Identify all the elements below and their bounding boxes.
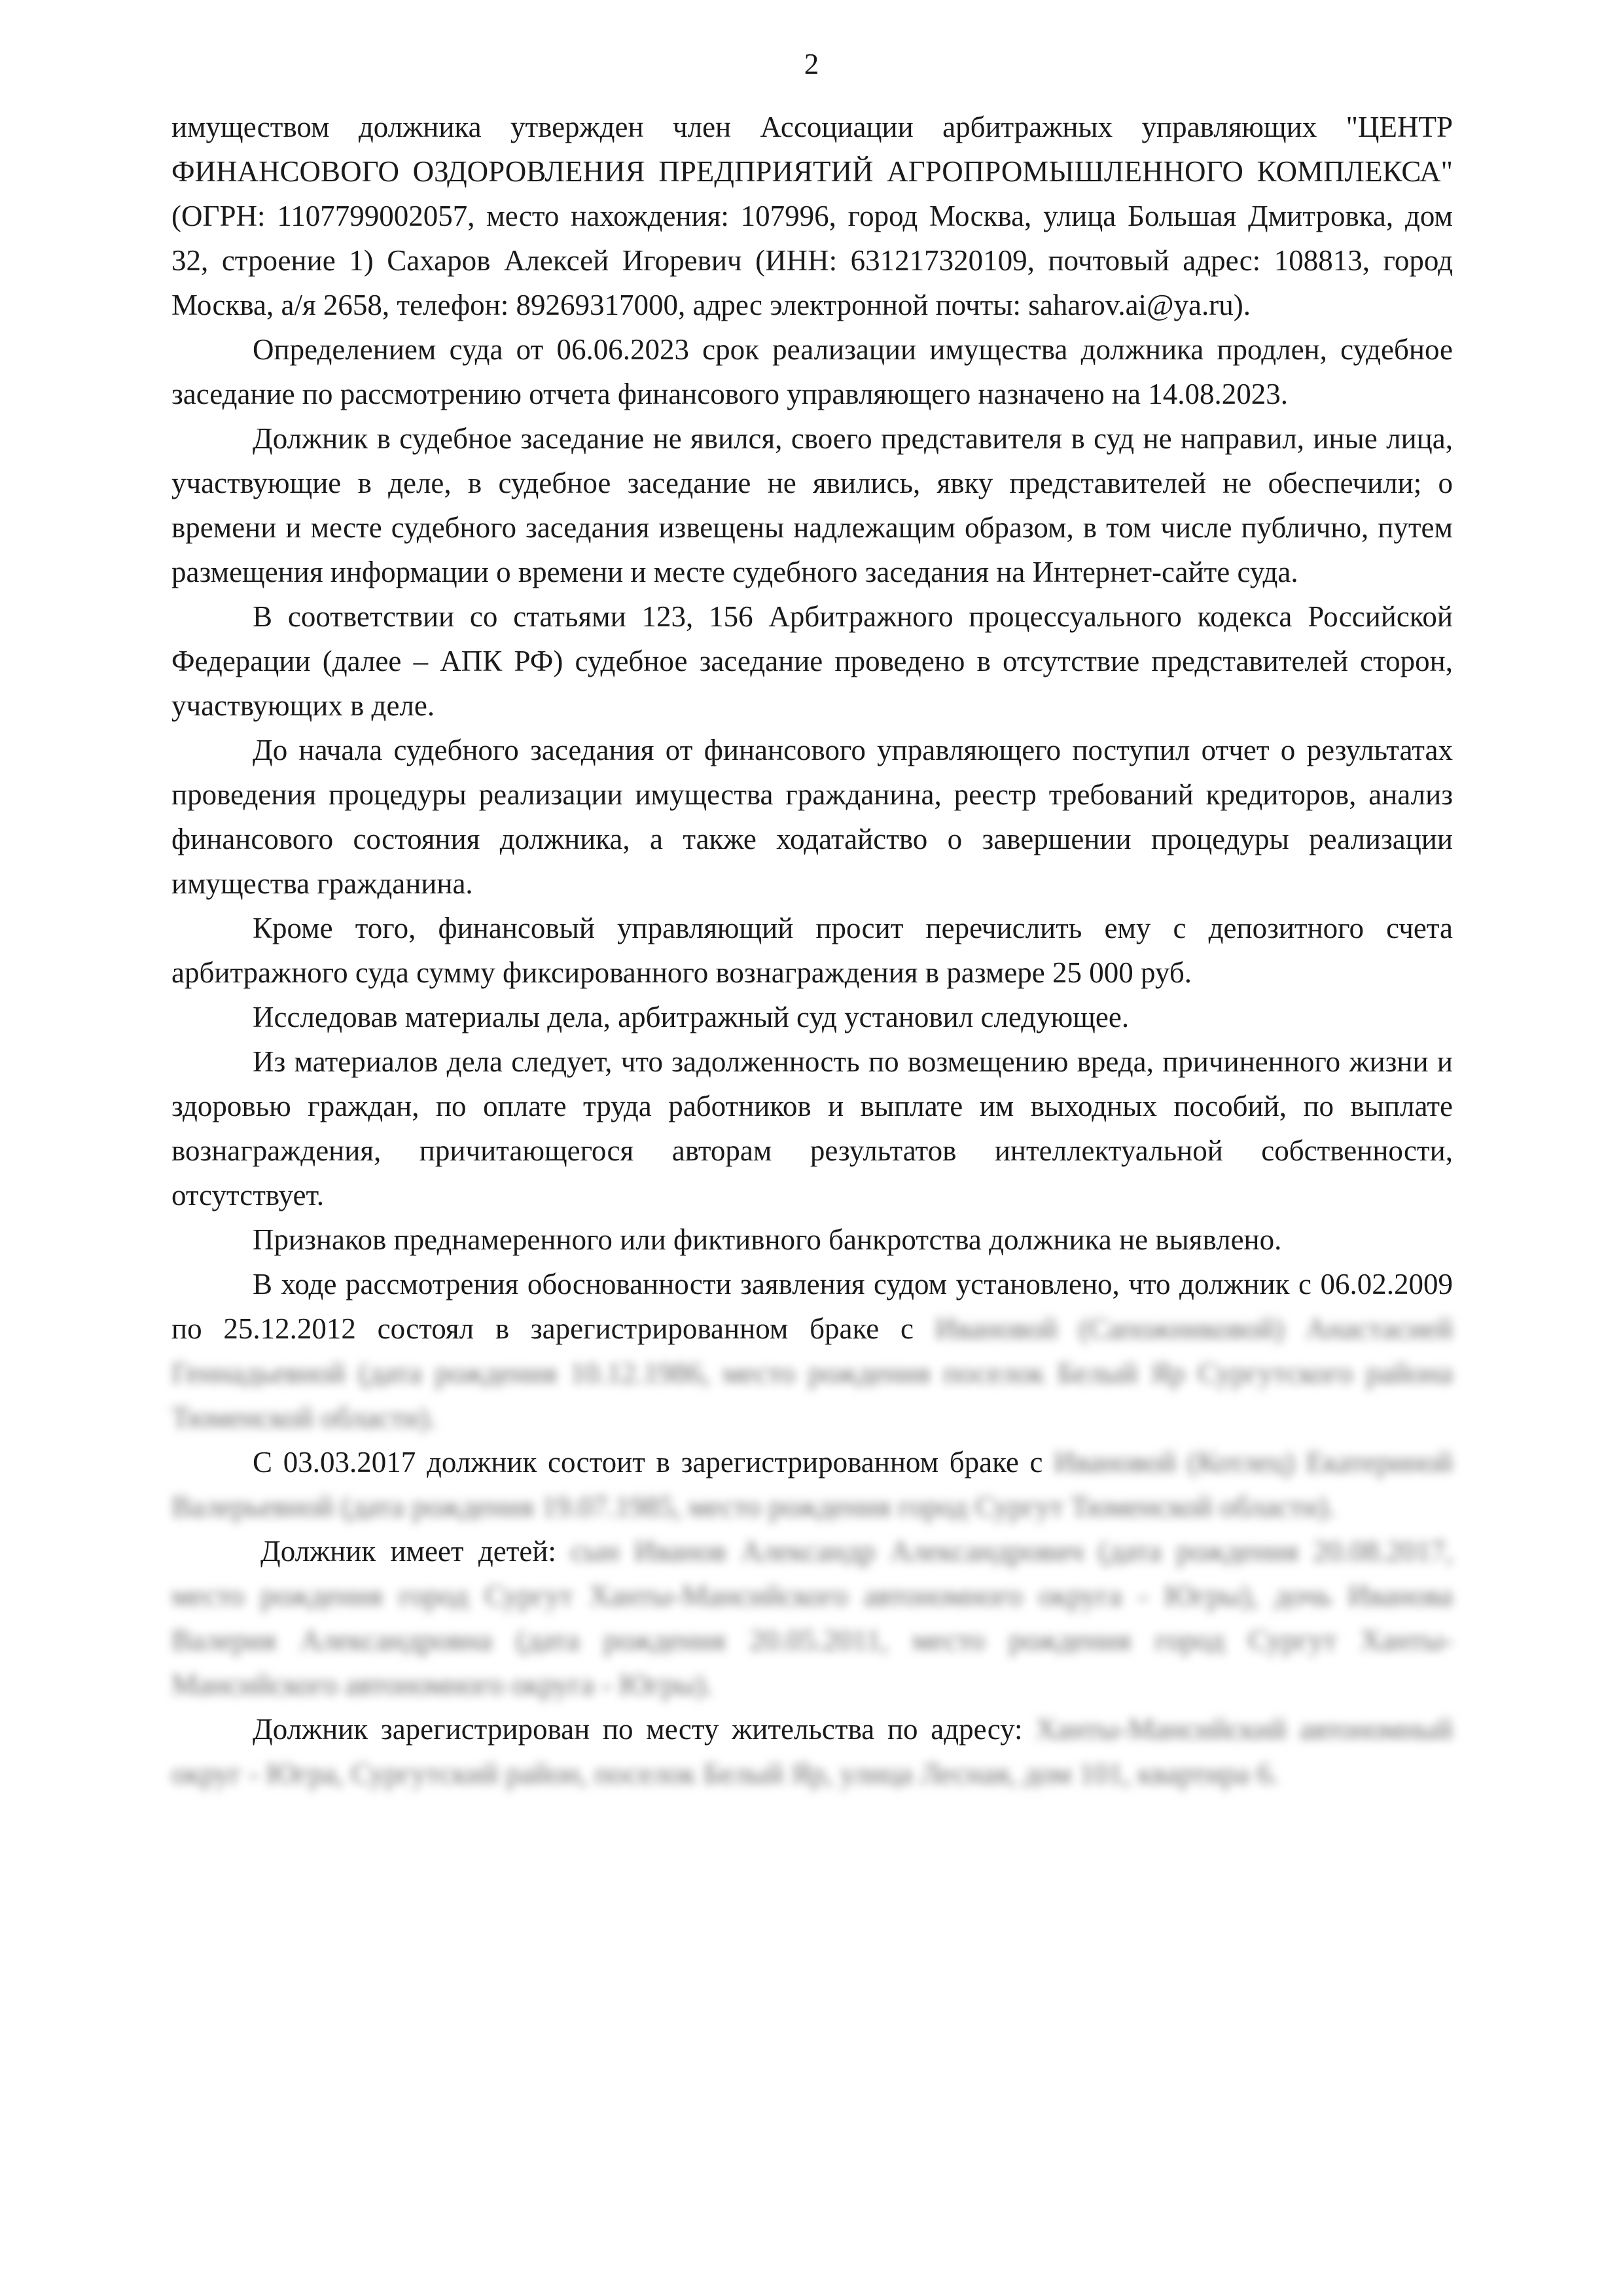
paragraph-text: С 03.03.2017 должник состоит в зарегистрированном браке с: [253, 1446, 1054, 1479]
paragraph-text: Определением суда от 06.06.2023 срок реализации имущества должника продлен, судебное заседание по рассмотрению отчета финансового управляющего назначено на 14.08.2023.: [171, 333, 1453, 410]
paragraph-text: Исследовав материалы дела, арбитражный суд установил следующее.: [253, 1001, 1130, 1033]
page-number: 2: [804, 48, 819, 81]
paragraph-p2: [171, 327, 1453, 416]
paragraph-p13: [171, 1707, 1453, 1796]
paragraph-p5: [171, 728, 1453, 906]
paragraph-text: Должник имеет детей:: [260, 1535, 571, 1568]
paragraph-p1: [171, 105, 1453, 327]
paragraph-p12: [171, 1529, 1453, 1707]
paragraph-p7: [171, 995, 1453, 1039]
paragraph-text: Из материалов дела следует, что задолженность по возмещению вреда, причиненного жизни и здоровью граждан, по оплате труда работников и выплате им выходных пособий, по выплате вознаграждения, причитающегося авторам результатов интеллектуальной собственности, отсутствует.: [171, 1045, 1453, 1211]
paragraph-p4: [171, 594, 1453, 728]
paragraph-text: имуществом должника утвержден член Ассоциации арбитражных управляющих "ЦЕНТР ФИНАНСОВОГО ОЗДОРОВЛЕНИЯ ПРЕДПРИЯТИЙ АГРОПРОМЫШЛЕННОГО КОМПЛЕКСА" (ОГРН: 1107799002057, место нахождения: 107996, город Москва, улица Большая Дмитровка, дом 32, строение 1) Сахаров Алексей Игоревич (ИНН: 631217320109, почтовый адрес: 108813, город Москва, а/я 2658, телефон: 89269317000, адрес электронной почты: saharov.ai@ya.ru).: [171, 111, 1453, 321]
document-body: [171, 105, 1453, 1796]
paragraph-text: Должник зарегистрирован по месту жительства по адресу:: [253, 1713, 1036, 1746]
redacted-text: сын Иванов Александр Александрович (дата рождения 20.08.2017, место рождения город Сургут Ханты-Мансийского автономного округа - Югры), дочь Иванова Валерия Александровна (дата рождения 20.05.2011, место рождения город Сургут Ханты-Мансийского автономного округа - Югры).: [171, 1535, 1453, 1701]
paragraph-p10: [171, 1262, 1453, 1440]
paragraph-text: До начала судебного заседания от финансового управляющего поступил отчет о результатах проведения процедуры реализации имущества гражданина, реестр требований кредиторов, анализ финансового состояния должника, а также ходатайство о завершении процедуры реализации имущества гражданина.: [171, 734, 1453, 900]
paragraph-p6: [171, 906, 1453, 995]
paragraph-text: Должник в судебное заседание не явился, своего представителя в суд не направил, иные лица, участвующие в деле, в судебное заседание не явились, явку представителей не обеспечили; о времени и месте судебного заседания извещены надлежащим образом, в том числе публично, путем размещения информации о времени и месте судебного заседания на Интернет-сайте суда.: [171, 422, 1453, 588]
paragraph-text: Признаков преднамеренного или фиктивного банкротства должника не выявлено.: [253, 1223, 1282, 1256]
paragraph-p3: [171, 416, 1453, 594]
redacted-text: Ивановой (Сапожниковой) Анастасией Геннадьевной (дата рождения 10.12.1986, место рождения поселок Белый Яр Сургутского района Тюменской области).: [171, 1312, 1453, 1434]
redacted-text: Ивановой (Котлец) Екатериной Валерьевной (дата рождения 19.07.1985, место рождения город Сургут Тюменской области).: [171, 1446, 1453, 1523]
paragraph-text: В ходе рассмотрения обоснованности заявления судом установлено, что должник с 06.02.2009 по 25.12.2012 состоял в зарегистрированном браке с: [171, 1268, 1453, 1345]
redacted-text: Ханты-Мансийский автономный округ - Югра, Сургутский район, поселок Белый Яр, улица Лесная, дом 101, квартира 6.: [171, 1713, 1453, 1790]
paragraph-p11: [171, 1440, 1453, 1529]
paragraph-p8: [171, 1039, 1453, 1217]
paragraph-p9: [171, 1217, 1453, 1262]
paragraph-text: В соответствии со статьями 123, 156 Арбитражного процессуального кодекса Российской Федерации (далее – АПК РФ) судебное заседание проведено в отсутствие представителей сторон, участвующих в деле.: [171, 600, 1453, 722]
paragraph-text: Кроме того, финансовый управляющий просит перечислить ему с депозитного счета арбитражного суда сумму фиксированного вознаграждения в размере 25 000 руб.: [171, 912, 1453, 989]
